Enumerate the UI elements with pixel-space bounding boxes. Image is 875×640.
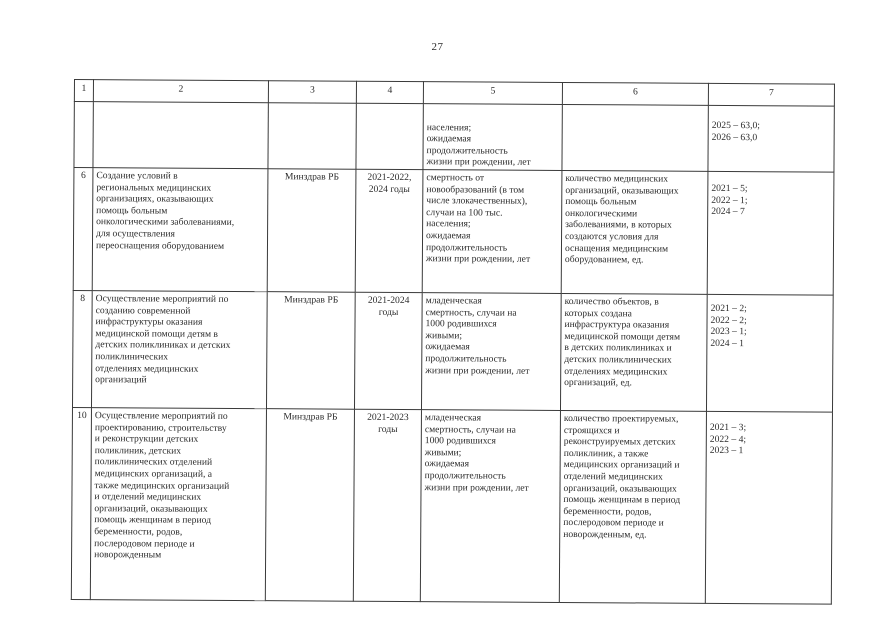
text-line: 2021 – 2; xyxy=(710,302,747,315)
text-line: инфраструктура оказания xyxy=(564,319,670,331)
indicator-cell xyxy=(420,410,560,603)
text-line: созданию современной xyxy=(95,304,191,317)
text-line: 2021-2023 xyxy=(367,411,409,424)
table-row xyxy=(72,290,833,412)
text-line: поликлинических xyxy=(95,351,169,363)
text-line: 2021 – 5; xyxy=(711,182,748,195)
text-line: ожидаемая xyxy=(425,341,470,353)
column-number: 7 xyxy=(708,83,834,106)
text-line: Создание условий в xyxy=(96,170,178,182)
executor-cell: Минздрав РБ xyxy=(265,409,354,602)
result-cell xyxy=(561,170,708,294)
text-line: инфраструктуры оказания xyxy=(95,316,203,328)
years-cell xyxy=(354,292,422,409)
text-line: 2021 – 3; xyxy=(709,421,747,434)
text-line: детских поликлиниках и детских xyxy=(95,339,231,352)
text-line: числе злокачественных), xyxy=(426,195,528,207)
text-line: и реконструкции детских xyxy=(94,433,199,445)
text-line: 2023 – 1; xyxy=(710,326,747,338)
text-line: населения; xyxy=(426,121,472,134)
text-line: помощь больным xyxy=(565,196,637,208)
text-line: годы xyxy=(378,423,398,435)
text-line: строящихся и xyxy=(563,424,620,436)
text-line: количество объектов, в xyxy=(564,296,659,308)
measure-cell xyxy=(91,291,267,409)
text-line: новорожденным, ед. xyxy=(563,528,647,541)
table-row xyxy=(73,168,834,296)
measure-cell xyxy=(92,168,268,292)
column-number: 5 xyxy=(423,82,562,105)
text-line: беременности, родов, xyxy=(563,505,652,518)
text-line: реконструируемых детских xyxy=(563,436,676,448)
text-line: живыми; xyxy=(424,446,462,459)
table-row xyxy=(71,407,832,604)
column-number: 3 xyxy=(268,81,356,104)
text-line: новорожденным xyxy=(94,549,162,561)
text-line: живыми; xyxy=(425,329,463,342)
text-line: поликлиник, детских xyxy=(94,444,182,457)
text-line: оборудованием, ед. xyxy=(564,254,644,266)
column-number: 6 xyxy=(562,82,708,105)
row-number: 10 xyxy=(71,407,91,599)
text-line: случаи на 100 тыс. xyxy=(426,206,503,219)
text-line: смертность от xyxy=(426,172,485,184)
measures-table xyxy=(71,79,835,605)
text-line: 2021-2022, xyxy=(367,171,412,184)
measure-cell xyxy=(90,408,266,601)
text-line: отделениях медицинских xyxy=(564,365,668,378)
text-line: 2021-2024 xyxy=(367,294,410,307)
values-cell xyxy=(706,294,833,412)
text-line: переоснащения оборудованием xyxy=(95,239,225,252)
text-line: 2022 – 4; xyxy=(709,433,747,445)
text-line: 1000 родившихся xyxy=(424,435,497,447)
result-cell xyxy=(559,410,706,603)
text-line: жизни при рождении, лет xyxy=(426,156,531,169)
text-line: помощь женщинам в период xyxy=(563,494,681,506)
text-line: онкологическими xyxy=(565,207,638,220)
text-line: в детских поликлиниках и xyxy=(564,342,672,355)
text-line: количество медицинских xyxy=(565,173,669,185)
values-cell xyxy=(705,411,832,604)
text-line: поликлиник, а также xyxy=(563,447,649,460)
text-line: смертность, случаи на xyxy=(425,306,517,319)
text-line: организаций, ед. xyxy=(564,377,632,389)
text-line: продолжительность xyxy=(425,241,508,254)
text-line: помощь больным xyxy=(96,204,168,217)
text-line: Осуществление мероприятий по xyxy=(95,293,229,305)
text-line: продолжительность xyxy=(426,144,508,157)
indicator-cell xyxy=(421,293,561,411)
executor-cell: Минздрав РБ xyxy=(267,169,356,293)
text-line: Осуществление мероприятий по xyxy=(94,410,228,422)
text-line: организаций xyxy=(95,374,147,386)
text-line: послеродовом периоде и xyxy=(94,537,195,550)
text-line: проектированию, строительству xyxy=(94,421,227,434)
text-line: ожидаемая xyxy=(426,133,472,145)
text-line: заболеваниями, в которых xyxy=(565,219,672,232)
text-line: региональных медицинских xyxy=(96,181,212,194)
text-line: ожидаемая xyxy=(426,230,471,242)
text-line: 2024 – 7 xyxy=(711,206,745,218)
text-line: 1000 родившихся xyxy=(425,318,497,330)
values-cell xyxy=(707,171,834,295)
text-line: населения; xyxy=(426,218,471,230)
text-line: организаций, оказывающих xyxy=(565,184,679,197)
indicator-cell xyxy=(422,170,562,294)
text-line: медицинских организаций и xyxy=(563,459,680,472)
text-line: 2025 – 63,0; xyxy=(711,119,761,132)
text-line: количество проектируемых, xyxy=(563,412,679,425)
column-number: 2 xyxy=(93,80,268,103)
text-line: оснащения медицинским xyxy=(564,242,669,255)
text-line: младенческая xyxy=(424,412,482,424)
values-cell xyxy=(708,105,834,172)
years-cell xyxy=(355,169,423,292)
text-line: также медицинских организаций xyxy=(94,479,230,492)
text-line: новообразований (в том xyxy=(426,183,525,196)
text-line: поликлинических отделений xyxy=(94,456,213,469)
text-line: организаций, оказывающих xyxy=(94,502,208,515)
text-line: жизни при рождении, лет xyxy=(424,481,529,494)
text-line: 2024 годы xyxy=(368,183,410,195)
executor-cell: Минздрав РБ xyxy=(266,292,355,410)
text-line: младенческая xyxy=(425,295,482,307)
text-line: организациях, оказывающих xyxy=(96,193,214,206)
text-line: которых создана xyxy=(564,307,632,320)
indicator-cell xyxy=(423,104,562,171)
result-cell xyxy=(560,293,707,411)
text-line: отделений медицинских xyxy=(563,470,663,483)
text-line: организаций, оказывающих xyxy=(563,482,677,495)
text-line: отделениях медицинских xyxy=(95,362,199,375)
text-line: 2023 – 1 xyxy=(709,445,744,457)
text-line: медицинской помощи детям xyxy=(564,330,681,343)
text-line: послеродовом периоде и xyxy=(563,517,664,529)
text-line: продолжительность xyxy=(424,470,506,482)
text-line: и отделений медицинских xyxy=(94,491,202,503)
text-line: 2024 – 1 xyxy=(710,337,745,349)
text-line: помощь женщинам в период xyxy=(94,514,212,527)
text-line: жизни при рождении, лет xyxy=(425,253,531,265)
row-number: 6 xyxy=(73,168,93,291)
text-line: продолжительность xyxy=(425,353,507,365)
page-number: 27 xyxy=(431,41,444,53)
text-line: беременности, родов, xyxy=(94,526,183,538)
text-line: детских поликлинических xyxy=(564,353,672,366)
text-line: годы xyxy=(378,306,399,318)
text-line: онкологическими заболеваниями, xyxy=(96,216,235,229)
text-line: смертность, случаи на xyxy=(424,423,517,436)
continuation-row xyxy=(74,102,834,173)
text-line: ожидаемая xyxy=(424,458,470,470)
column-number: 4 xyxy=(356,81,423,103)
text-line: 2022 – 1; xyxy=(711,194,748,206)
row-number: 8 xyxy=(72,290,92,407)
text-line: жизни при рождении, лет xyxy=(425,364,530,377)
text-line: медицинских организаций, а xyxy=(94,468,213,480)
text-line: создаются условия для xyxy=(565,230,659,243)
text-line: 2022 – 2; xyxy=(710,314,747,326)
text-line: для осуществления xyxy=(96,228,176,240)
column-number: 1 xyxy=(74,80,93,102)
years-cell xyxy=(353,409,421,601)
text-line: 2026 – 63,0 xyxy=(711,131,758,143)
text-line: медицинской помощи детям в xyxy=(95,327,219,340)
